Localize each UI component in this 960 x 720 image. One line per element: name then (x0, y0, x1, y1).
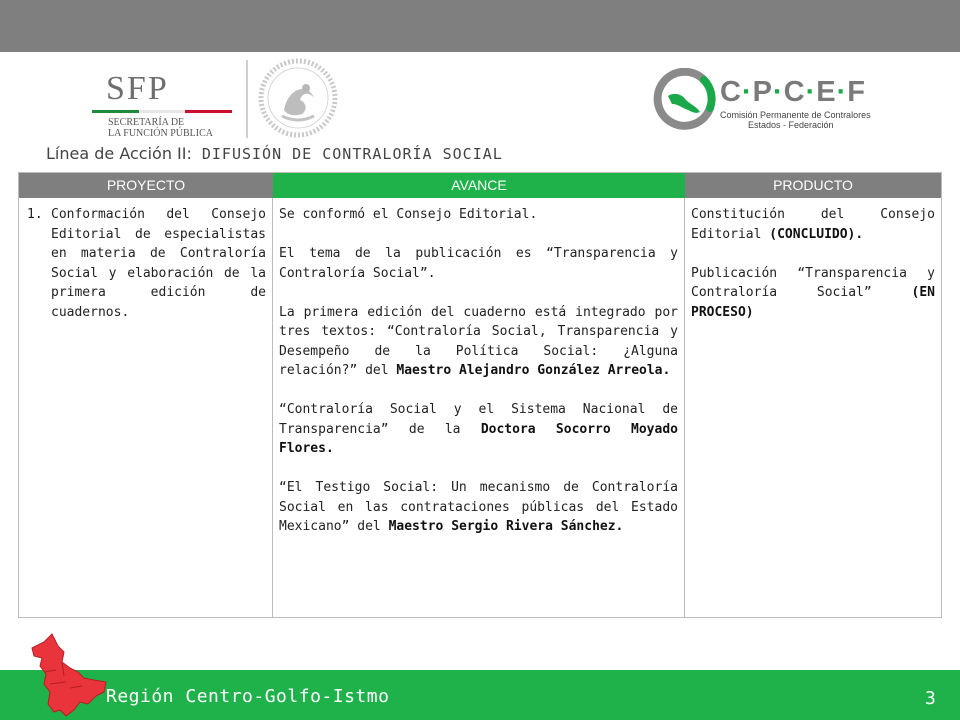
region-map-icon (22, 632, 112, 718)
author-3: Maestro Sergio Rivera Sánchez. (388, 519, 624, 534)
progress-table (18, 172, 942, 618)
sfp-flag-bar (92, 110, 232, 113)
action-line-title: DIFUSIÓN DE CONTRALORÍA SOCIAL (201, 145, 503, 163)
page-number: 3 (925, 688, 936, 709)
sfp-logo-title: SFP (106, 70, 169, 107)
cpcef-logo (652, 66, 871, 146)
sfp-logo (92, 70, 242, 138)
header-proyecto: PROYECTO (19, 173, 273, 198)
avance-paragraph-1: Se conformó el Consejo Editorial. (279, 207, 538, 222)
cpcef-logo-subtitle-1: Comisión Permanente de Contralores (720, 110, 871, 120)
avance-paragraph-2: El tema de la publicación es “Transparencia y Contraloría Social”. (279, 246, 678, 281)
table-header (19, 173, 941, 198)
author-1: Maestro Alejandro González Arreola. (396, 363, 671, 378)
sfp-logo-subtitle-1: SECRETARÍA DE (108, 117, 185, 128)
item-number: 1. (27, 207, 43, 222)
producto-paragraph-2: Publicación “Transparencia y Contraloría Social” (EN PROCESO) (691, 265, 935, 320)
avance-paragraph-5: “El Testigo Social: Un mecanismo de Contraloría Social en las contrataciones públicas del Estado Mexicano” del Maestro Sergio Rivera Sánchez. (279, 480, 678, 534)
sfp-logo-subtitle-2: LA FUNCIÓN PÚBLICA (108, 128, 214, 139)
cpcef-logo-subtitle-2: Estados - Federación (748, 120, 834, 130)
cell-producto (685, 198, 941, 618)
header-producto: PRODUCTO (685, 173, 941, 198)
status-concluido: (CONCLUIDO). (769, 226, 864, 242)
action-line-heading (46, 144, 503, 163)
top-bar (0, 0, 960, 52)
avance-paragraph-4: “Contraloría Social y el Sistema Nacional de Transparencia” de la Doctora Socorro Moyado Flores. (279, 402, 678, 456)
status-en-proceso: (EN PROCESO) (691, 285, 935, 320)
logo-divider (246, 60, 248, 138)
table-row (19, 198, 941, 618)
region-label: Región Centro-Golfo-Istmo (106, 686, 390, 707)
author-2: Doctora Socorro Moyado Flores. (279, 421, 678, 456)
mexican-seal-icon (258, 58, 338, 138)
action-line-label: Línea de Acción II: (46, 144, 192, 163)
cell-avance (273, 198, 685, 618)
cpcef-ring-icon (652, 68, 718, 134)
producto-paragraph-1: Constitución del Consejo Editorial (CONCLUIDO). (691, 207, 935, 242)
header-avance: AVANCE (273, 173, 685, 198)
project-description: Conformación del Consejo Editorial de especialistas en materia de Contraloría Social y elaboración de la primera edición de cuadernos. (51, 207, 266, 320)
cpcef-logo-title: C·P·C·E·F (720, 76, 866, 108)
cell-proyecto (19, 198, 273, 618)
avance-paragraph-3: La primera edición del cuaderno está integrado por tres textos: “Contraloría Social, Transparencia y Desempeño de la Política Social: ¿Alguna relación?” del Maestro Alejandro González Arreola. (279, 304, 678, 378)
